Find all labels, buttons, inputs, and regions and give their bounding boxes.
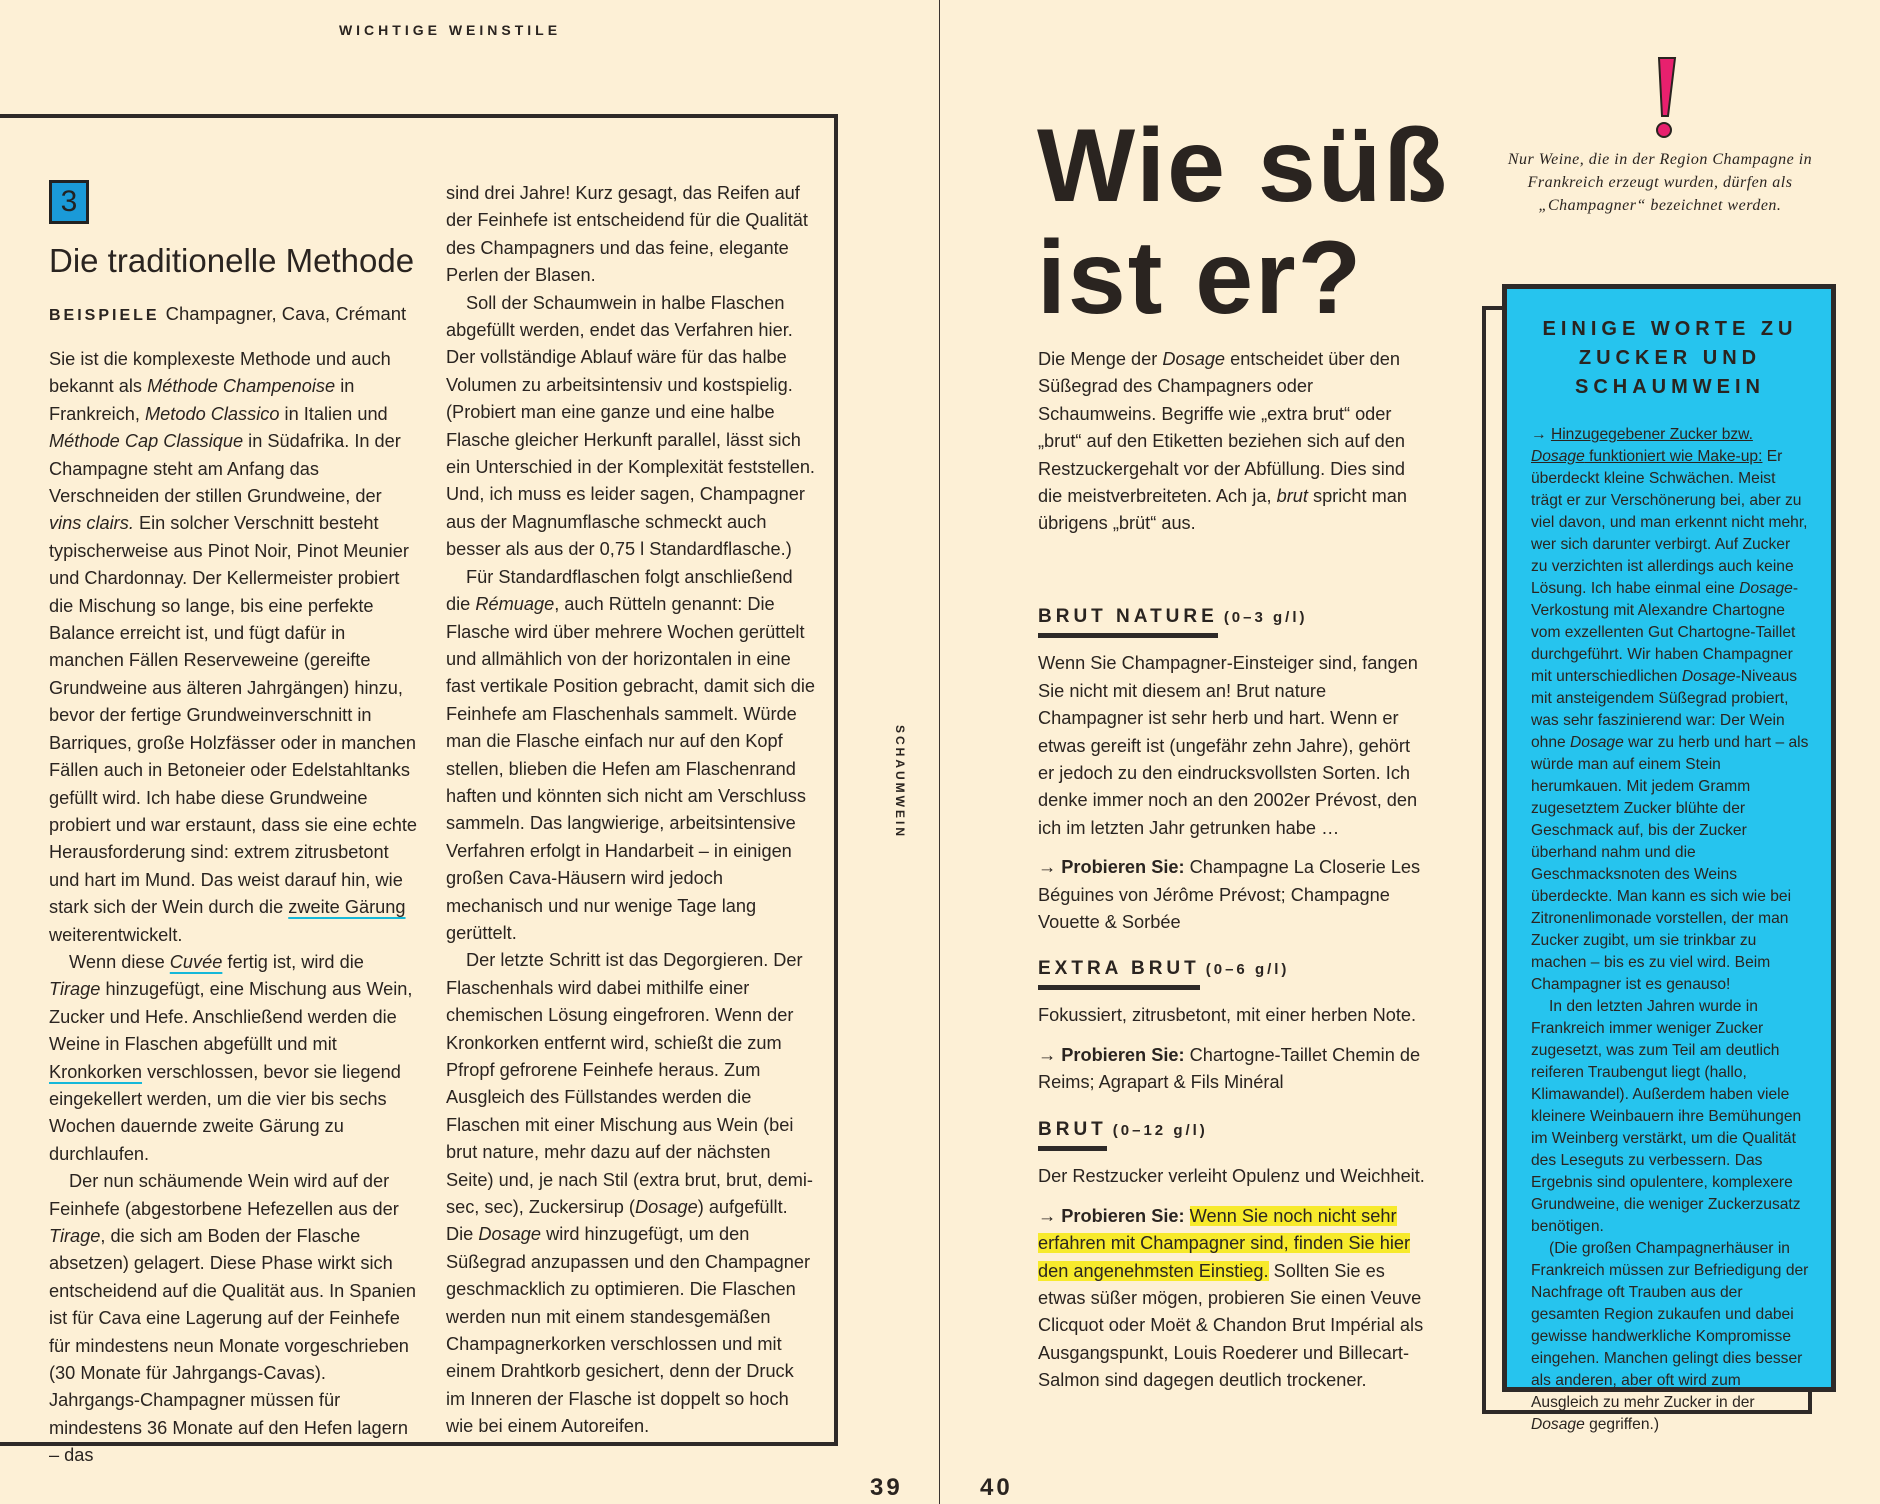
sweetness-level-extra-brut: EXTRA BRUT (0–6 g/l) Fokussiert, zitrusbetont, mit einer herben Note. → Probieren Sie: Chartogne-Taillet Chemin de Reims; Agrapart & Fils Minéral xyxy=(1038,955,1428,1109)
paragraph: Der nun schäumende Wein wird auf der Feinhefe (abgestorbene Hefezellen aus der Tirage, die sich am Boden der Flasche absetzen) gelagert. Diese Phase wirkt sich entscheidend auf die Qualität aus. In Spanien ist für Cava eine Lagerung auf der Feinhefe für mindestens neun Monate vorgeschrieben (30 Monate für Jahrgangs-Cavas). Jahrgangs-Champagner müssen für mindestens 36 Monate auf den Hefen lagern – das xyxy=(49,1171,417,1466)
section-number-badge: 3 xyxy=(49,180,89,224)
info-box-sugar xyxy=(1502,284,1836,1433)
book-spine xyxy=(939,0,940,1504)
left-column-2 xyxy=(446,180,816,1441)
examples-line xyxy=(49,303,406,325)
exclamation-icon xyxy=(1645,54,1685,144)
paragraph: Für Standardflaschen folgt anschließend die Rémuage, auch Rütteln genannt: Die Flasche wird über mehrere Wochen gerüttelt und allmählich von der horizontalen in eine fast vertikale Position gebracht, damit sich die Feinhefe am Flaschenhals sammelt. Würde man die Flasche einfach nur auf den Kopf stellen, blieben die Hefen am Flaschenrand haften und könnten sich nicht am Verschluss sammeln. Das langwierige, arbeitsintensive Verfahren erfolgt in Handarbeit – in einigen großen Cava-Häusern wird jedoch mechanisch und nur wenige Tage lang gerüttelt. xyxy=(446,566,815,943)
arrow-right-icon: → xyxy=(1038,1044,1057,1065)
sweetness-level-brut-nature: BRUT NATURE (0–3 g/l) Wenn Sie Champagner-Einsteiger sind, fangen Sie nicht mit diesem an! Brut nature Champagner ist sehr herb und hart. Wenn er etwas gereift ist (ungefähr zehn Jahre), gehört er jedoch zu den eindrucksvollsten Sorten. Ich denke immer noch an den 2002er Prévost, den ich im letzten Jahr getrunken habe … → Probieren Sie: Champagne La Closerie Les Béguines von Jérôme Prévost; Champagne Vouette & Sorbée xyxy=(1038,603,1428,948)
paragraph: Wenn diese Cuvée fertig ist, wird die Tirage hinzugefügt, eine Mischung aus Wein, Zucker und Hefe. Anschließend werden die Weine in Flaschen abgefüllt und mit Kronkorken verschlossen, bevor sie liegend eingekellert werden, um die vier bis sechs Wochen dauernde zweite Gärung zu durchlaufen. xyxy=(49,951,413,1164)
paragraph: Soll der Schaumwein in halbe Flaschen abgefüllt werden, endet das Verfahren hier. Der vollständige Ablauf wäre für das halbe Volumen zu arbeitsintensiv und kostspielig. (Probiert man eine ganze und eine halbe Flasche gleicher Herkunft parallel, lässt sich ein Unterschied in der Komplexität feststellen. Und, ich muss es leider sagen, Champagner aus der Magnumflasche schmeckt auch besser als aus der 0,75 l Standardflasche.) xyxy=(446,292,815,560)
glossary-link-cuvee[interactable]: Cuvée xyxy=(169,951,223,972)
arrow-right-icon: → xyxy=(1038,857,1057,878)
section-title: Die traditionelle Methode xyxy=(49,242,415,279)
examples-text: Champagner, Cava, Crémant xyxy=(165,303,407,324)
info-box-title: EINIGE WORTE ZU ZUCKER UND SCHAUMWEIN xyxy=(1542,318,1798,398)
left-column-1 xyxy=(49,346,419,1470)
arrow-right-icon: → xyxy=(1038,1205,1057,1226)
champagne-note: Nur Weine, die in der Region Champagne in Frankreich erzeugt wurden, dürfen als „Champagner“ bezeichnet werden. xyxy=(1507,151,1813,214)
page-headline: Wie süß ist er? xyxy=(1037,108,1449,336)
page-number-left: 39 xyxy=(870,1474,903,1501)
glossary-link-zweite-gaerung[interactable]: zweite Gärung xyxy=(288,897,406,918)
highlighted-text: Wenn Sie noch nicht sehr erfahren mit Champagner sind, finden Sie hier den angenehmsten Einstieg. xyxy=(1038,1205,1411,1281)
intro-paragraph: Die Menge der Dosage entscheidet über den Süßegrad des Champagners oder Schaumweins. Begriffe wie „extra brut“ oder „brut“ auf den Etiketten beziehen sich auf den Restzuckergehalt vor der Abfüllung. Dies sind die meistverbreiteten. Ach ja, brut spricht man übrigens „brüt“ aus. xyxy=(1038,349,1407,534)
glossary-link-kronkorken[interactable]: Kronkorken xyxy=(49,1061,143,1082)
running-head: WICHTIGE WEINSTILE xyxy=(338,22,562,38)
paragraph: Sie ist die komplexeste Methode und auch bekannt als Méthode Champenoise in Frankreich, Metodo Classico in Italien und Méthode Cap Classique in Südafrika. In der Champagne steht am Anfang das Verschneiden der stillen Grundweine, der vins clairs. Ein solcher Verschnitt besteht typischerweise aus Pinot Noir, Pinot Meunier und Chardonnay. Der Kellermeister probiert die Mischung so lange, bis eine perfekte Balance erreicht ist, und fügt dafür in manchen Fällen Reserveweine (gereifte Grundweine aus älteren Jahrgängen) hinzu, bevor der fertige Grundweinverschnitt in Barriques, große Holzfässer oder in manchen Fällen auch in Betoneier oder Edelstahltanks gefüllt wird. Ich habe diese Grundweine probiert und war erstaunt, dass sie eine echte Herausforderung sind: extrem zitrusbetont und hart im Mund. Das weist darauf hin, wie stark sich der Wein durch die zweite Gärung weiterentwickelt. xyxy=(49,349,418,945)
arrow-right-icon: → xyxy=(1531,426,1547,443)
side-section-label: SCHAUMWEIN xyxy=(893,725,907,839)
sweetness-level-brut: BRUT (0–12 g/l) Der Restzucker verleiht Opulenz und Weichheit. → Probieren Sie: Wenn Sie noch nicht sehr erfahren mit Champagner sind, finden Sie hier den angenehmsten Einstieg. Sollten Sie es etwas süßer mögen, probieren Sie einen Veuve Clicquot oder Moët & Chandon Brut Impérial als Ausgangspunkt, Louis Roederer und Billecart-Salmon sind dagegen deutlich trockener. xyxy=(1038,1116,1428,1407)
info-box-body: → Hinzugegebener Zucker bzw. Dosage funktioniert wie Make-up: Er überdeckt kleine Schwächen. Meist trägt er zur Verschönerung bei, aber zu viel davon, und man erkennt nicht mehr, wer sich darunter verbirgt. Auf Zucker zu verzichten ist allerdings auch keine Lösung. Ich habe einmal eine Dosage-Verkostung mit Alexandre Chartogne vom exzellenten Gut Chartogne-Taillet durchgeführt. Wir haben Champagner mit unterschiedlichen Dosage-Niveaus mit ansteigendem Süßegrad probiert, was sehr faszinierend war: Der Wein ohne Dosage war zu herb und hart – als würde man auf einem Stein herumkauen. Mit jedem Gramm zugesetztem Zucker blühte der Geschmack auf, bis der Zucker überhand nahm und die Geschmacksnoten des Weins überdeckte. Man kann es sich wie bei Zitronenlimonade vorstellen, der man Zucker zugibt, um sie trinkbar zu machen – bis es zu viel wird. Beim Champagner ist es genauso! In den letzten Jahren wurde in Frankreich immer weniger Zucker zugesetzt, was zum Teil am deutlich reiferen Traubengut liegt (hallo, Klimawandel). Außerdem haben viele kleinere Weinbauern ihre Bemühungen im Weinberg verstärkt, um die Qualität des Leseguts zu verbessern. Das Ergebnis sind opulentere, komplexere Grundweine, die weniger Zuckerzusatz benötigen. (Die großen Champagnerhäuser in Frankreich müssen zur Befriedigung der Nachfrage oft Trauben aus der gesamten Region zukaufen und dabei gewisse handwerkliche Kompromisse eingehen. Manchen gelingt dies besser als anderen, aber oft wird zum Ausgleich zu mehr Zucker in der Dosage gegriffen.) xyxy=(1531,426,1809,1433)
paragraph: Der letzte Schritt ist das Degorgieren. Der Flaschenhals wird dabei mithilfe einer chemischen Lösung eingefroren. Wenn der Kronkorken entfernt wird, schießt die zum Pfropf gefrorene Feinhefe heraus. Zum Ausgleich des Füllstandes werden die Flaschen mit einer Mischung aus Wein (bei brut nature, mehr dazu auf der nächsten Seite) und, je nach Stil (extra brut, brut, demi-sec, sec), Zuckersirup (Dosage) aufgefüllt. Die Dosage wird hinzugefügt, um den Süßegrad anzupassen und den Champagner geschmacklich zu optimieren. Die Flaschen werden nun mit einem standesgemäßen Champagnerkorken verschlossen und mit einem Drahtkorb gesichert, denn der Druck im Inneren der Flasche ist doppelt so hoch wie bei einem Autoreifen. xyxy=(446,950,813,1437)
examples-label: BEISPIELE xyxy=(49,307,160,324)
page-number-right: 40 xyxy=(980,1474,1013,1501)
paragraph: sind drei Jahre! Kurz gesagt, das Reifen auf der Feinhefe ist entscheidend für die Qualität des Champagners und das feine, elegante Perlen der Blasen. xyxy=(446,183,808,286)
